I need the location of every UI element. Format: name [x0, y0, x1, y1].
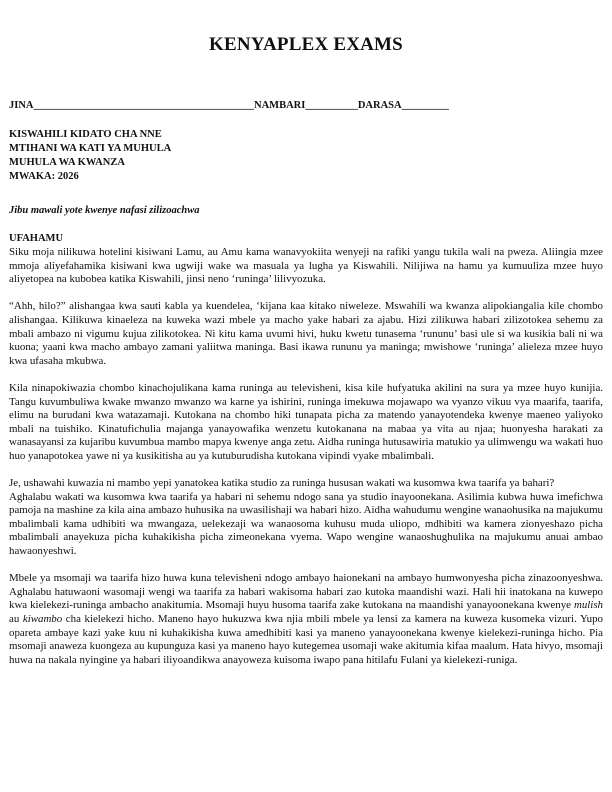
exam-type-line: MTIHANI WA KATI YA MUHULA — [9, 143, 172, 154]
year-line: MWAKA: 2026 — [9, 171, 79, 182]
paragraph-2: “Ahh, hilo?” alishangaa kwa sauti kabla ya kuendelea, ‘kijana kaa kitako niweleze. Mswahili wa kwanza alipokiangalia kile chombo alishangaa. Kilikuwa kinaeleza na kuweka wazi mbele ya macho yake habari za ajabu. Hizi zilikuwa habari zilizotokea sehemu za mbali ambazo ni vigumu kujua zilikotokea. Ni kitu kama uvumi hivi, huku kwetu tunasema ‘rununu’ basi ule si wa kusikia bali ni wa kuona; yaani kwa macho ambayo zamani yaliitwa maninga. Basi ikawa rununu ya maninga; mwishowe ‘runinga’ alieleza mzee huyo kwa ufasaha mkubwa. — [9, 300, 603, 367]
subject-line: KISWAHILI KIDATO CHA NNE — [9, 129, 162, 140]
paragraph-1: Siku moja nilikuwa hotelini kisiwani Lamu, au Amu kama wanavyokiita wenyeji na rafiki yangu tukila wali na pweza. Aliingia mzee mmoja aliyefahamika kisiwani kwa ugwiji wake wa masuala ya lugha ya Kiswahili. Nilijiwa na hamu ya kumuuliza mzee huyo aliyetopea na kubobea katika Kiswahili, jinsi neno ‘runinga’ lilivyozuka. — [9, 246, 603, 286]
term-line: MUHULA WA KWANZA — [9, 157, 125, 168]
term-kiwambo: kiwambo — [22, 613, 63, 626]
section-heading: UFAHAMU — [9, 233, 64, 244]
exam-info-block — [9, 128, 171, 184]
paragraph-6 — [9, 572, 603, 667]
paragraph-5: Aghalabu wakati wa kusomwa kwa taarifa ya habari ni sehemu ndogo sana ya studio inayoonekana. Asilimia kubwa huwa imefichwa pamoja na mashine za kila aina ambazo huhusika na uwasilishaji wa habari hizo. Aidha wahudumu wengine wanaohusika na majukumu mbalimbali kama udhibiti wa mwangaza, uelekezaji wa wanaosoma kuhusu muda uliopo, mdhibiti wa kamera zionyeshazo picha mbalimbali anayekuza picha kuhakikisha picha zimeonekana vyema. Wapo wengine wanaoshughulika na majukumu anuai ambao hawaonyeshwi. — [9, 490, 603, 558]
paragraph-6-part-b: au — [9, 613, 23, 626]
instructions: Jibu mawali yote kwenye nafasi zilizoachwa — [9, 205, 200, 216]
comprehension-passage — [9, 246, 603, 681]
student-details-fields: JINA__________________________________________NAMBARI__________DARASA_________ — [9, 100, 449, 111]
paragraph-3: Kila ninapokiwazia chombo kinachojulikana kama runinga au televisheni, kisa kile hufyatuka akilini na sura ya mzee huyo kunijia. Tangu kuvumbuliwa kwake mwanzo mwanzo wa karne ya ishirini, runinga imekuwa mojawapo wa vyanzo vikuu vya maarifa, taarifa, elimu na burudani kwa watazamaji. Kutokana na chombo hiki tunapata picha za matendo yanayotendeka kwenye maeneo yaliyoko mbali na tuishiko. Kinatufichulia majanga yanayowafika wenzetu kutokanana na mabaa ya vita au njaa; huonyesha harakati za wanasayansi za kujaribu kuvumbua mambo mapya kwenye anga zetu. Aidha runinga hutusawiria matukio ya ulimwengu wa wakati huo huo yanapotokea yawe ni ya kusikitisha au ya kutuburudisha kutokana vipindi vyake mbalimbali. — [9, 381, 603, 462]
paragraph-6-part-c: cha kielekezi hicho. Maneno hayo hukuzwa kwa njia mbili mbele ya lensi za kamera na kuweza kusomeka vizuri. Yupo opareta ambaye kazi yake kuu ni kuhakikisha kuwa amedhibiti kasi ya maneno yanayoonekana kwenye kielekezi-runinga hicho. Pia msomaji anaweza kuongeza au kupunguza kasi ya maneno hayo kutegemea usomaji wake akitumia kifaa maalum. Hata hivyo, msomaji huwa na nakala nyingine ya habari iliyoandikwa anayoweza kuisoma iwapo pana hitilafu Fulani ya kielekezi-runiga. — [9, 613, 603, 666]
page-title: KENYAPLEX EXAMS — [209, 34, 403, 55]
paragraph-4: Je, ushawahi kuwazia ni mambo yepi yanatokea katika studio za runinga hususan wakati wa kusomwa kwa taarifa ya bahari? — [9, 477, 555, 490]
term-mulish: mulish — [573, 599, 603, 612]
paragraph-6-part-a: Mbele ya msomaji wa taarifa hizo huwa kuna televisheni ndogo ambayo haionekani na ambayo humwonyesha picha zinazoonyeshwa. Aghalabu hatuwaoni wasomaji wengi wa taarifa za habari wakisoma habari zao kutoka maandishi wazi. Hali hii inatokana na kuwepo kwa kielekezi-runinga ambacho anakitumia. Msomaji huyu husoma taarifa zake kutokana na maandishi yanayoonekana kwenye — [9, 572, 603, 612]
